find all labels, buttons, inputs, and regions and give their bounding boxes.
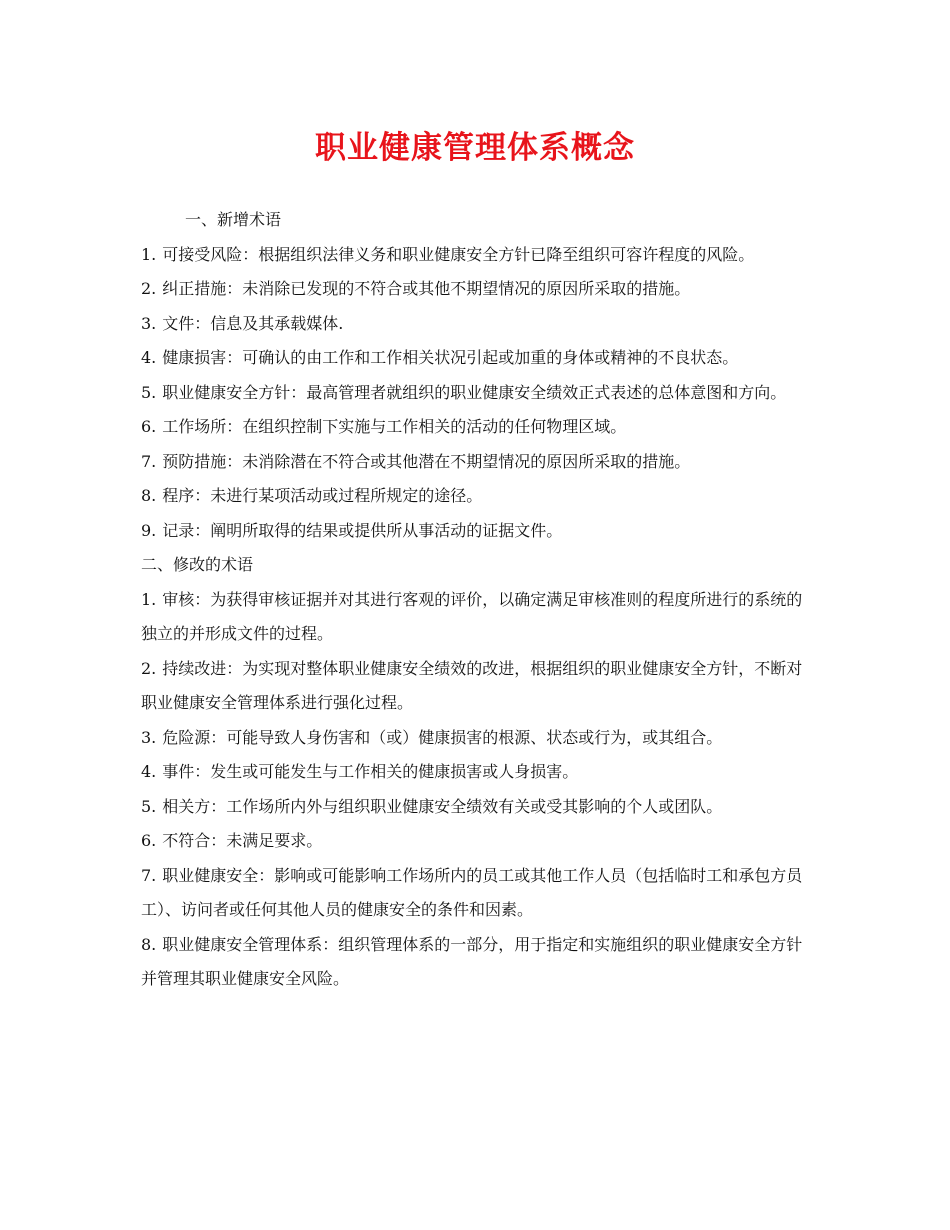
term-number: 2. — [141, 658, 157, 678]
term-number: 5. — [141, 796, 157, 816]
term-number: 8. — [141, 934, 157, 954]
term-text: 记录：阐明所取得的结果或提供所从事活动的证据文件。 — [162, 520, 563, 540]
term-item — [141, 652, 811, 721]
term-number: 4. — [141, 762, 157, 781]
term-item — [141, 376, 811, 411]
term-item — [141, 790, 811, 825]
term-text: 纠正措施：未消除已发现的不符合或其他不期望情况的原因所采取的措施。 — [162, 279, 691, 298]
term-text: 相关方：工作场所内外与组织职业健康安全绩效有关或受其影响的个人或团队。 — [162, 796, 723, 816]
term-item — [141, 410, 811, 445]
term-item — [141, 307, 811, 342]
term-text: 健康损害：可确认的由工作和工作相关状况引起或加重的身体或精神的不良状态。 — [162, 348, 739, 367]
term-text: 职业健康安全：影响或可能影响工作场所内的员工或其他工作人员（包括临时工和承包方员工）、访问者或任何其他人员的健康安全的条件和因素。 — [141, 865, 803, 919]
term-item — [141, 238, 811, 273]
term-text: 工作场所：在组织控制下实施与工作相关的活动的任何物理区域。 — [162, 417, 627, 436]
term-text: 不符合：未满足要求。 — [162, 831, 323, 850]
term-item — [141, 583, 811, 652]
term-text: 持续改进：为实现对整体职业健康安全绩效的改进，根据组织的职业健康安全方针，不断对职业健康安全管理体系进行强化过程。 — [141, 658, 803, 712]
term-number: 6. — [141, 831, 157, 850]
term-item — [141, 341, 811, 376]
document-title: 职业健康管理体系概念 — [315, 130, 635, 166]
term-item — [141, 479, 811, 514]
term-item — [141, 824, 811, 859]
term-text: 职业健康安全管理体系：组织管理体系的一部分，用于指定和实施组织的职业健康安全方针并管理其职业健康安全风险。 — [141, 934, 803, 988]
term-number: 4. — [141, 348, 157, 367]
term-item — [141, 514, 811, 549]
term-item — [141, 721, 811, 756]
term-number: 9. — [141, 520, 157, 540]
term-item — [141, 928, 811, 997]
term-number: 7. — [141, 451, 157, 471]
term-number: 8. — [141, 486, 157, 505]
term-text: 危险源：可能导致人身伤害和（或）健康损害的根源、状态或行为，或其组合。 — [162, 727, 723, 747]
term-number: 3. — [141, 727, 157, 747]
section-heading: 一、新增术语 — [185, 210, 282, 229]
term-text: 事件：发生或可能发生与工作相关的健康损害或人身损害。 — [162, 762, 579, 781]
term-text: 文件：信息及其承载媒体. — [162, 313, 344, 333]
term-number: 6. — [141, 417, 157, 436]
term-number: 5. — [141, 382, 157, 402]
document-body — [141, 203, 811, 997]
term-number: 3. — [141, 313, 157, 333]
term-item — [141, 755, 811, 790]
term-text: 预防措施：未消除潜在不符合或其他潜在不期望情况的原因所采取的措施。 — [162, 451, 691, 471]
term-number: 7. — [141, 865, 157, 885]
term-item — [141, 859, 811, 928]
term-number: 1. — [141, 244, 157, 264]
term-number: 1. — [141, 589, 157, 609]
term-text: 程序：未进行某项活动或过程所规定的途径。 — [162, 486, 483, 505]
section-heading: 二、修改的术语 — [141, 555, 254, 574]
term-text: 审核：为获得审核证据并对其进行客观的评价，以确定满足审核准则的程度所进行的系统的独立的并形成文件的过程。 — [141, 589, 803, 643]
term-text: 可接受风险：根据组织法律义务和职业健康安全方针已降至组织可容许程度的风险。 — [162, 244, 755, 264]
term-item — [141, 445, 811, 480]
term-text: 职业健康安全方针：最高管理者就组织的职业健康安全绩效正式表述的总体意图和方向。 — [162, 382, 787, 402]
term-number: 2. — [141, 279, 157, 298]
term-item — [141, 272, 811, 307]
